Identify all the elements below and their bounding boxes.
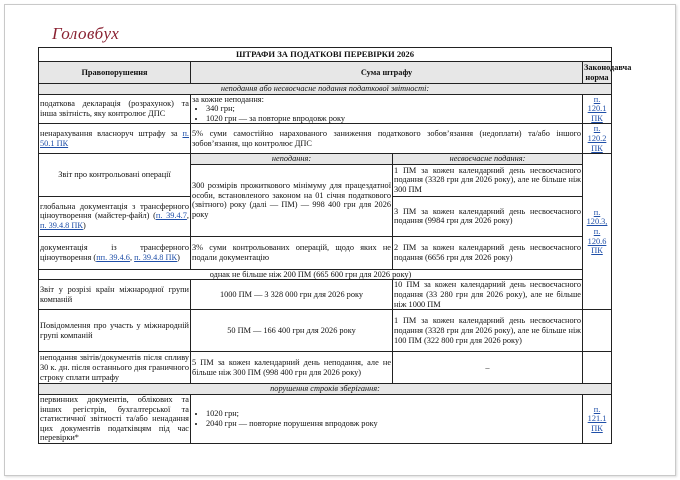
cbc-fine-late: 10 ПМ за кожен календарний день несвоєчасного подання (33 280 грн для 2026 року), але не більше ніж 1000 ПМ [394,280,581,309]
row-declaration-norm [583,94,612,124]
row-selfpenalty-offense [39,124,191,154]
late-offense: неподання звітів/документів після спливу 30 к. дн. після останнього дня граничного строку сплати штрафу [39,352,191,384]
header-norm: Законодавча норма [584,62,632,82]
tp-norm [583,154,612,310]
fine-lead: за кожне неподання: [192,94,264,104]
row-selfpenalty-fine: 5% суми самостійно нарахованого заниження податкового зобов’язання (недоплати) та/або іншого зобов’язання, що контролює ДПС [191,124,583,154]
fine-list-item: • 2040 грн — повторне порушення впродовж року [206,419,581,429]
tp-fine-late: 1 ПМ за кожен календарний день несвоєчасного подання (3328 грн для 2026 року), але не більше ніж 300 ПМ [393,164,583,196]
global-doc-offense: глобальна документація з трансферного ціноутворення (майстер-файл) (п. 39.4.7, п. 39.4.8 ПК) [39,196,191,236]
fines-table [38,47,632,444]
fine-list-item: • 340 грн; [206,104,581,114]
header-offense: Правопорушення [39,62,191,84]
participation-fine-nonfiling: 50 ПМ — 166 400 грн для 2026 року [191,310,393,352]
header-fine: Сума штрафу [191,62,583,84]
norm-link[interactable]: п. 120.2 ПК [587,124,607,153]
tp-fine-nonfiling: 300 розмірів прожиткового мінімуму для працездатної особи, встановленого законом на 01 січня податкового (звітного) року (далі — ПМ) — 998 400 грн для 2026 року [191,164,393,236]
participation-norm-empty [583,310,612,352]
tp-doc-offense: документація із трансферного ціноутворення (пп. 39.4.6, п. 39.4.8 ПК) [39,236,191,269]
participation-fine-late: 1 ПМ за кожен календарний день несвоєчасного подання (3328 грн для 2026 року), але не більше ніж 100 ПМ (322 800 грн для 2026 року) [393,310,583,352]
fine-list [192,104,581,123]
participation-offense: Повідомлення про участь у міжнародній групі компаній [39,310,191,352]
tp-doc-fine-late: 2 ПМ за кожен календарний день несвоєчасного подання (6656 грн для 2026 року) [393,236,583,269]
norm-link[interactable]: п. 120.1 ПК [587,94,607,123]
offense-text: документація із трансферного ціноутворення [40,243,189,262]
global-doc-fine-late: 3 ПМ за кожен календарний день несвоєчасного подання (9984 грн для 2026 року) [393,196,583,236]
subheader-nonfiling: неподання: [191,154,393,165]
section-storage: порушення строків зберігання: [39,384,612,395]
late-fine: 5 ПМ за кожен календарний день неподання, але не більше ніж 300 ПМ (998 400 грн для 2026 року) [191,352,393,384]
norm-link[interactable]: п. 120.3, п. 120.6 ПК [586,207,608,256]
fine-list [192,409,581,428]
offense-text: ненарахування власноруч штрафу за [40,129,178,139]
norm-link[interactable]: п. 50.1 ПК [40,129,189,148]
tp-cap-note: однак не більше ніж 200 ПМ (665 600 грн для 2026 року) [39,269,583,280]
storage-offense: первинних документів, облікових та інших регістрів, бухгалтерської та статистичної звітності та/або ненадання цих документів податківцям під час перевірки* [40,394,189,443]
norm-link[interactable]: п. 39.4.7 [155,211,187,221]
row-declaration-offense: податкова декларація (розрахунок) та інша звітність, яку контролює ДПС [39,94,191,124]
storage-fine [191,394,583,443]
cbc-fine-nonfiling: 1000 ПМ — 3 328 000 грн для 2026 року [191,280,393,310]
subheader-late-filing: несвоєчасне подання: [393,154,583,165]
fine-list-item: • 1020 грн; [206,409,581,419]
cbc-offense: Звіт у розрізі країн міжнародної групи компаній [39,280,191,310]
brand-logo: Головбух [52,24,120,43]
norm-link[interactable]: п. 39.4.8 ПК [40,221,83,231]
section-reporting: неподання або несвоєчасне подання податкової звітності: [39,84,612,95]
late-fine-dash: – [393,352,583,384]
table-title: ШТРАФИ ЗА ПОДАТКОВІ ПЕРЕВІРКИ 2026 [39,48,612,62]
norm-link[interactable]: п. 121.1 ПК [587,404,607,433]
fine-list-item: • 1020 грн — за повторне впродовж року [206,114,581,124]
tp-doc-fine-nonfiling: 3% суми контрольованих операцій, щодо яких не подали документацію [191,236,393,269]
tp-report-label: Звіт про контрольовані операції [39,154,191,197]
row-declaration-fine [191,94,583,124]
storage-norm [583,394,612,443]
norm-link[interactable]: п. 39.4.8 ПК [134,252,178,262]
row-selfpenalty-norm [583,124,612,154]
norm-link[interactable]: пп. 39.4.6 [96,252,130,262]
offense-text: глобальна документація з трансферного ціноутворення (майстер-файл) [40,201,189,221]
late-norm-empty [583,352,612,384]
